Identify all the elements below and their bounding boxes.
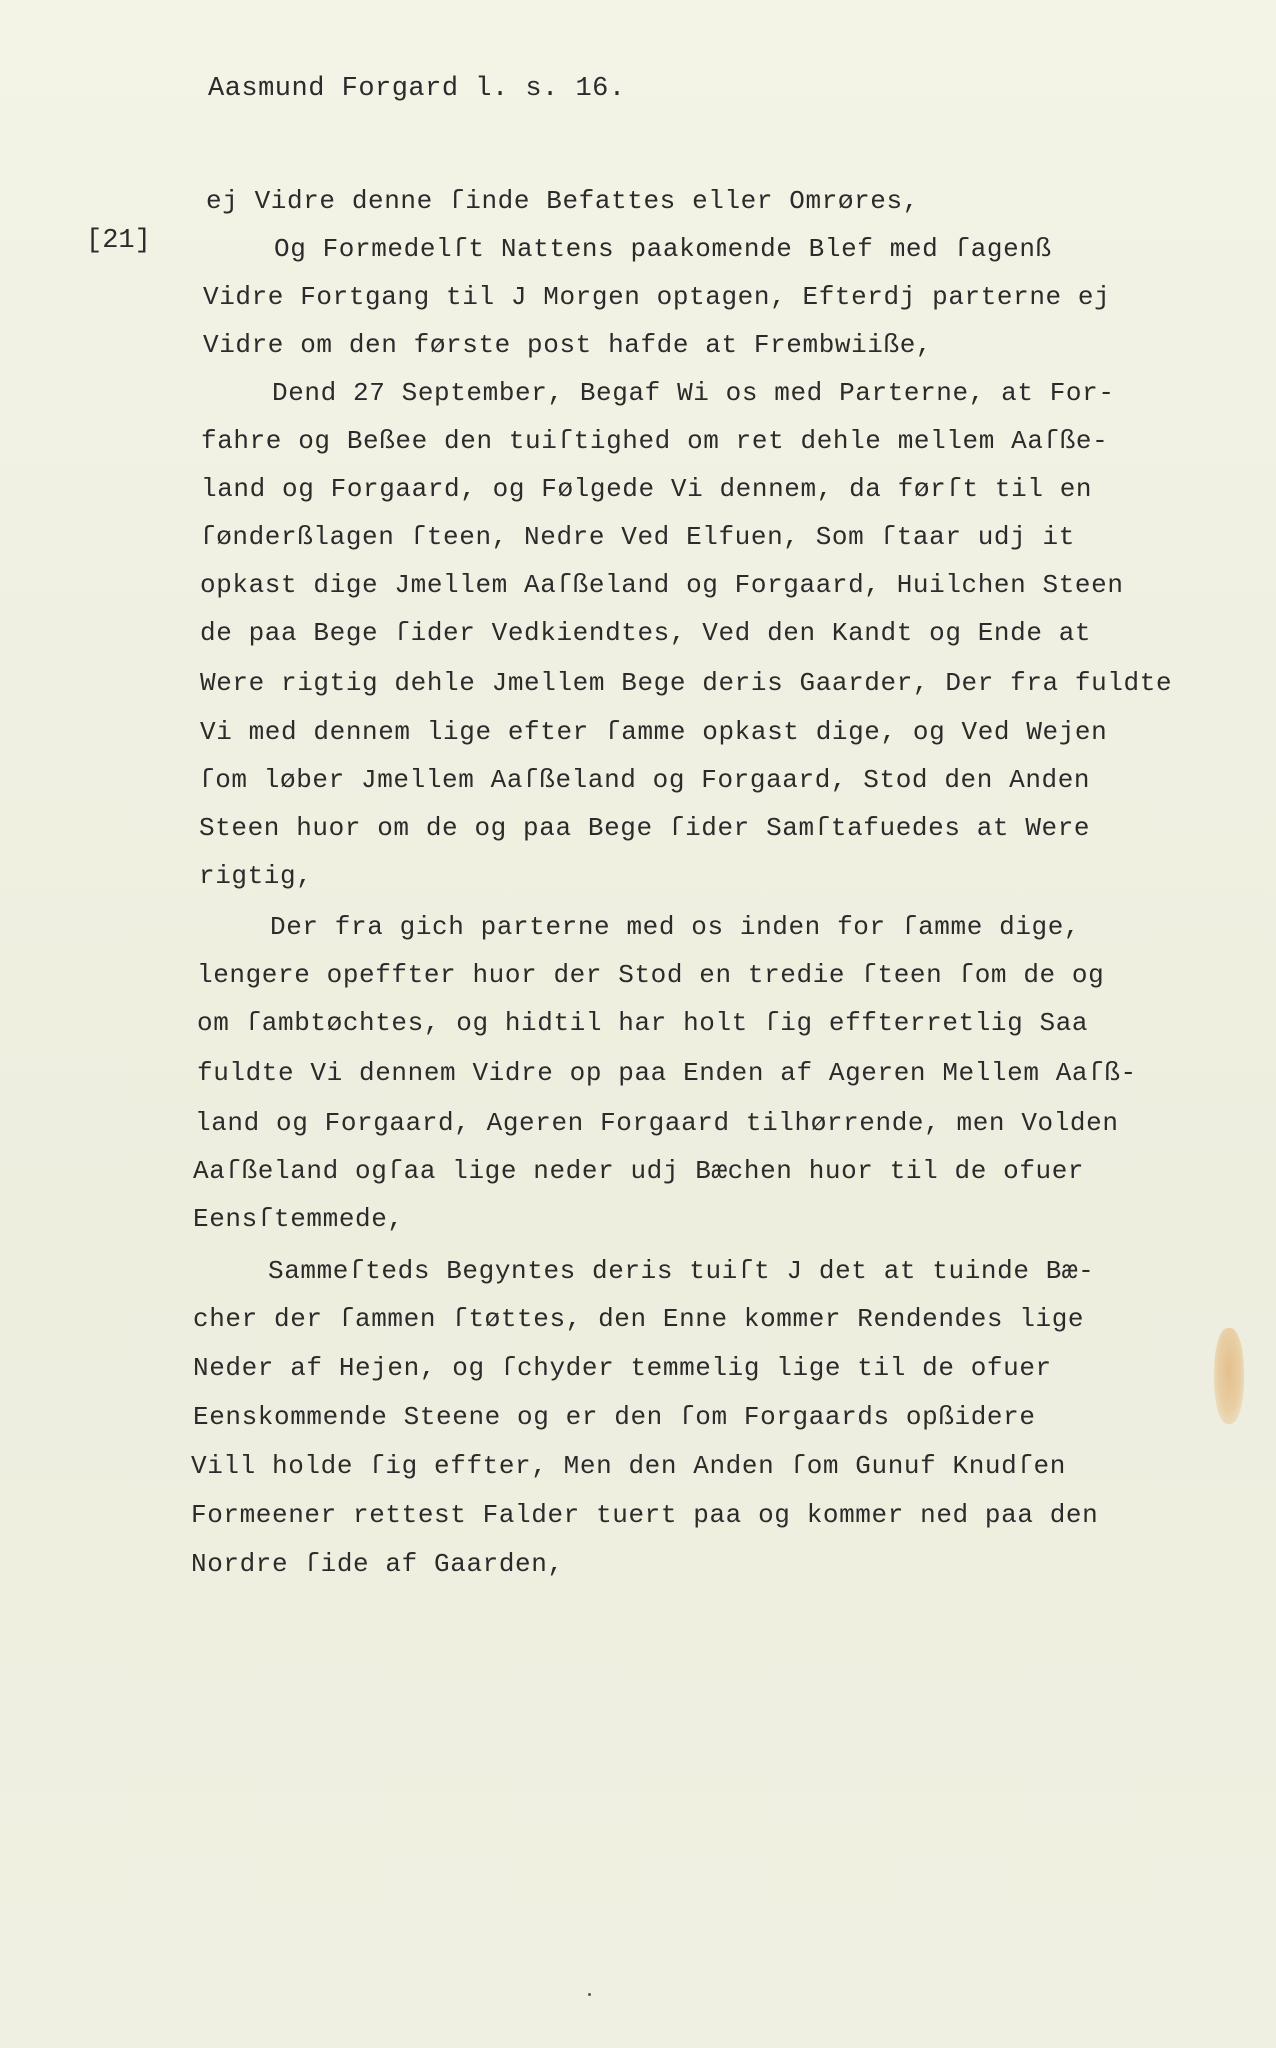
ink-fleck xyxy=(588,1993,591,1996)
text-line: Og Formedelſt Nattens paakomende Blef med ſagenß xyxy=(274,234,1052,264)
text-line: Neder af Hejen, og ſchyder temmelig lige til de ofuer xyxy=(193,1353,1052,1383)
text-line: Sammeſteds Begyntes deris tuiſt J det at tuinde Bæ- xyxy=(268,1256,1095,1286)
text-line: Nordre ſide af Gaarden, xyxy=(191,1549,564,1579)
text-line: lengere opeffter huor der Stod en tredie ſteen ſom de og xyxy=(197,960,1105,990)
text-line: om ſambtøchtes, og hidtil har holt ſig effterretlig Saa xyxy=(197,1008,1089,1038)
text-line: rigtig, xyxy=(199,861,313,891)
text-line: Vidre om den første post hafde at Frembwiiße, xyxy=(203,330,933,360)
text-line: fahre og Beßee den tuiſtighed om ret dehle mellem Aaſße- xyxy=(201,426,1109,456)
text-line: Aaſßeland ogſaa lige neder udj Bæchen huor til de ofuer xyxy=(193,1156,1085,1186)
text-line: Steen huor om de og paa Bege ſider Samſtafuedes at Were xyxy=(199,813,1091,843)
text-line: fuldte Vi dennem Vidre op paa Enden af Ageren Mellem Aaſß- xyxy=(197,1058,1137,1088)
text-line: opkast dige Jmellem Aaſßeland og Forgaard, Huilchen Steen xyxy=(200,570,1124,600)
paper-stain xyxy=(1214,1328,1244,1424)
text-line: Formeener rettest Falder tuert paa og kommer ned paa den xyxy=(191,1500,1099,1530)
text-line: ſom løber Jmellem Aaſßeland og Forgaard, Stod den Anden xyxy=(199,765,1091,795)
text-line: Dend 27 September, Begaf Wi os med Parterne, at For- xyxy=(272,378,1115,408)
text-line: Eenskommende Steene og er den ſom Forgaards opßidere xyxy=(193,1402,1036,1432)
text-line: de paa Bege ſider Vedkiendtes, Ved den Kandt og Ende at xyxy=(200,618,1092,648)
text-line: ej Vidre denne ſinde Befattes eller Omrøres, xyxy=(206,186,919,216)
text-line: Der fra gich parterne med os inden for ſamme dige, xyxy=(270,912,1081,942)
text-line: Vidre Fortgang til J Morgen optagen, Efterdj parterne ej xyxy=(203,282,1111,312)
text-line: land og Forgaard, Ageren Forgaard tilhørrende, men Volden xyxy=(195,1108,1119,1138)
document-header: Aasmund Forgard l. s. 16. xyxy=(208,74,626,104)
text-line: land og Forgaard, og Følgede Vi dennem, da førſt til en xyxy=(201,474,1093,504)
text-line: cher der ſammen ſtøttes, den Enne kommer Rendendes lige xyxy=(193,1304,1085,1334)
text-line: Vi med dennem lige efter ſamme opkast dige, og Ved Wejen xyxy=(200,717,1108,747)
text-line: Vill holde ſig effter, Men den Anden ſom Gunuf Knudſen xyxy=(191,1451,1066,1481)
text-line: Were rigtig dehle Jmellem Bege deris Gaarder, Der fra fuldte xyxy=(200,668,1173,698)
margin-note: [21] xyxy=(86,226,151,256)
text-line: ſønderßlagen ſteen, Nedre Ved Elfuen, Som ſtaar udj it xyxy=(200,522,1075,552)
text-line: Eensſtemmede, xyxy=(193,1204,404,1234)
